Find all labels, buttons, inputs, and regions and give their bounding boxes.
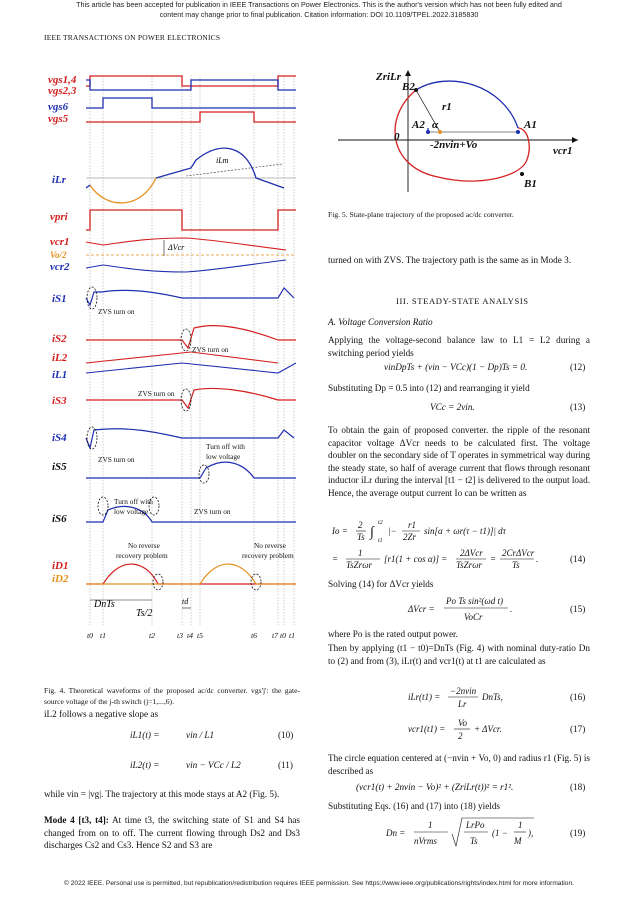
- mode4-body: At time t3, the switching state of S1 and S4 has changed from on to off. The current flowing through Ds2 and Ds3 discharges Cs2 and Cs3. Hence S2 and S3 are: [44, 815, 300, 851]
- svg-text:LrPo: LrPo: [466, 820, 485, 830]
- banner-line-1: This article has been accepted for publication in IEEE Transactions on Power Electronics. This is the author's version which has not been fully edited and: [76, 0, 562, 9]
- svg-text:[r1(1 + cos α)] =: [r1(1 + cos α)] =: [384, 554, 448, 564]
- tick-t0: t0: [87, 631, 94, 640]
- ann-zvs5: ZVS turn on: [194, 507, 231, 516]
- svg-text:ΔVcr =: ΔVcr =: [408, 604, 435, 614]
- vgs23-wave: [86, 80, 296, 90]
- fig5-state-plane: [328, 62, 590, 202]
- right-para-9: Substituting Eqs. (16) and (17) into (18) yields: [328, 801, 500, 811]
- svg-text:2: 2: [458, 731, 463, 741]
- fig5-B1: B1: [524, 178, 537, 190]
- svg-text:r1: r1: [408, 520, 417, 530]
- label-vgs23: vgs2,3: [48, 85, 77, 97]
- label-iLr: iLr: [52, 174, 67, 186]
- tick-t0b: t0: [280, 631, 287, 640]
- svg-text:DnTs,: DnTs,: [482, 692, 503, 702]
- iS1-wave: [86, 288, 294, 305]
- iLr-wave-2: [86, 148, 284, 188]
- eq15-block: [328, 592, 590, 626]
- label-vgs14: vgs1,4: [48, 74, 77, 86]
- eq10-rhs: vin / L1: [186, 730, 215, 740]
- eq13-num: (13): [570, 402, 586, 412]
- svg-text:(1 −: (1 −: [492, 828, 508, 838]
- label-vgs6: vgs6: [48, 101, 69, 113]
- svg-text:Vo: Vo: [458, 718, 467, 728]
- trajectory-red: [395, 90, 529, 181]
- eq16-num: (16): [570, 692, 586, 702]
- tick-t3: t3: [177, 631, 184, 640]
- svg-text:),: ),: [528, 828, 534, 838]
- eq19-num: (19): [570, 828, 586, 838]
- fig4-caption: Fig. 4. Theoretical waveforms of the proposed ac/dc converter. vgs'j': the gate-source voltage of the j-th switch (j=1,...,6).: [44, 686, 300, 706]
- eq18-num: (18): [570, 782, 586, 792]
- fig5-alpha: α: [432, 119, 439, 131]
- label-vgs5: vgs5: [48, 113, 69, 125]
- eq10-lhs: iL1(t) =: [130, 730, 160, 740]
- svg-text:|−: |−: [388, 526, 397, 536]
- ann-td: td: [182, 597, 189, 606]
- eq12-num: (12): [570, 362, 586, 372]
- eq11-rhs: vin − VCc / L2: [186, 760, 241, 770]
- ann-toff1a: Turn off with: [206, 442, 245, 451]
- iLr-wave: [90, 178, 156, 203]
- vcr1-wave: [86, 238, 286, 250]
- right-para-2: Applying the voltage-second balance law to L1 = L2 during a switching period yields: [328, 335, 590, 358]
- ann-toff1b: low voltage: [206, 452, 241, 461]
- label-iS4: iS4: [52, 432, 67, 444]
- right-para-5: Solving (14) for ΔVcr yields: [328, 579, 434, 589]
- svg-text:VoCr: VoCr: [464, 612, 483, 622]
- svg-text:vcr1(t1) =: vcr1(t1) =: [408, 724, 446, 734]
- svg-text:iLr(t1) =: iLr(t1) =: [408, 692, 441, 702]
- eq18: (vcr1(t) + 2nvin − Vo)² + (ZriLr(t))² = r1².: [356, 782, 514, 792]
- fig5-center: -2nvin+Vo: [430, 139, 478, 151]
- svg-text:∫: ∫: [370, 525, 374, 540]
- fig5-caption: Fig. 5. State-plane trajectory of the proposed ac/dc converter.: [328, 210, 514, 219]
- label-iS5: iS5: [52, 461, 67, 473]
- tick-t1: t1: [100, 631, 107, 640]
- label-iS2: iS2: [52, 333, 67, 345]
- tick-t2: t2: [149, 631, 156, 640]
- eq10-num: (10): [278, 730, 294, 740]
- eq17-num: (17): [570, 724, 586, 734]
- label-vcr2: vcr2: [50, 261, 70, 273]
- ann-ilm: iLm: [216, 156, 229, 165]
- svg-text:TsZrωr: TsZrωr: [346, 560, 373, 570]
- fig5-r1: r1: [442, 101, 452, 113]
- svg-text:1: 1: [358, 548, 363, 558]
- eq13: VCc = 2vin.: [430, 402, 475, 412]
- eq14-num: (14): [570, 554, 586, 564]
- svg-text:2Zr: 2Zr: [403, 532, 417, 542]
- fig4-waveforms: [46, 60, 298, 660]
- svg-text:2ΔVcr: 2ΔVcr: [460, 548, 483, 558]
- svg-text:1: 1: [428, 820, 433, 830]
- label-iS3: iS3: [52, 395, 67, 407]
- svg-text:=: =: [490, 554, 497, 564]
- tick-t4: t4: [187, 631, 194, 640]
- svg-text:Dn =: Dn =: [386, 828, 406, 838]
- ann-norr1b: recovery problem: [116, 551, 168, 560]
- ann-delta-vcr: ΔVcr: [168, 243, 185, 252]
- svg-text:t1: t1: [378, 538, 383, 544]
- svg-text:.: .: [510, 604, 513, 614]
- svg-text:Lr: Lr: [458, 699, 467, 709]
- label-vpri: vpri: [50, 211, 68, 223]
- svg-text:Io =: Io =: [332, 526, 348, 536]
- right-para-8: The circle equation centered at (−nvin + Vo, 0) and radius r1 (Fig. 5) is described as: [328, 753, 590, 776]
- copyright-footer: © 2022 IEEE. Personal use is permitted, but republication/redistribution requires IEEE permission. See https://www.ieee.org/publications/rights/index.html for more information.: [64, 880, 574, 887]
- tick-t5: t5: [197, 631, 204, 640]
- ann-norr2a: No reverse: [254, 541, 286, 550]
- ann-zvs1: ZVS turn on: [98, 307, 135, 316]
- iS5-wave: [86, 462, 296, 478]
- eq11-lhs: iL2(t) =: [130, 760, 160, 770]
- tick-t6: t6: [251, 631, 258, 640]
- right-para-6: where Po is the rated output power.: [328, 629, 458, 639]
- label-vcr1: vcr1: [50, 236, 70, 248]
- tick-t7: t7: [272, 631, 279, 640]
- ann-toff2a: Turn off with: [114, 497, 153, 506]
- right-para-1: turned on with ZVS. The trajectory path is the same as in Mode 3.: [328, 255, 571, 265]
- publication-banner: [0, 0, 638, 20]
- left-para-1: iL2 follows a negative slope as: [44, 709, 159, 719]
- ann-zvs4: ZVS turn on: [98, 455, 135, 464]
- label-vo2: Vo/2: [50, 250, 67, 260]
- tick-t1b: t1: [289, 631, 296, 640]
- eq15-num: (15): [570, 604, 586, 614]
- fig5-axis-y: ZriLr: [376, 71, 402, 83]
- svg-text:2: 2: [358, 520, 363, 530]
- svg-text:Ts: Ts: [470, 836, 478, 846]
- ann-dnts: DnTs: [94, 599, 115, 610]
- svg-text:=: =: [332, 554, 339, 564]
- iS2-wave: [86, 326, 296, 348]
- left-mode4: [44, 814, 300, 852]
- section-heading: III. STEADY-STATE ANALYSIS: [396, 296, 529, 306]
- ann-norr2b: recovery problem: [242, 551, 294, 560]
- svg-text:sin[α + ωr(τ − t1)]| dτ: sin[α + ωr(τ − t1)]| dτ: [424, 526, 506, 536]
- eq11-num: (11): [278, 760, 293, 770]
- vcr2-wave: [86, 260, 286, 272]
- svg-text:M: M: [514, 836, 522, 846]
- fig5-A2: A2: [412, 119, 425, 131]
- svg-text:Po Ts sin²(ωd t): Po Ts sin²(ωd t): [446, 596, 503, 606]
- mode4-title: Mode 4: [44, 815, 75, 825]
- right-para-4: To obtain the gain of proposed converter. the ripple of the resonant capacitor voltage ΔVcr needs to be calculated first. The voltage doubler on the secondary side of T operates in symmetrical way during the steady state, so half of average current that flows through resonant inductor iLr during the interval [t1 − t2] is delivered to the output load. Hence, the average output current Io can be written as: [328, 425, 590, 498]
- label-iS6: iS6: [52, 513, 67, 525]
- eq12: vinDpTs + (vin − VCc)(1 − Dp)Ts = 0.: [384, 362, 528, 372]
- fig5-origin: 0: [394, 131, 400, 143]
- label-iL2: iL2: [52, 352, 68, 364]
- svg-text:Ts: Ts: [357, 532, 365, 542]
- ann-toff2b: low voltage: [114, 507, 149, 516]
- ann-ts2: Ts/2: [136, 608, 153, 619]
- svg-text:nVrms: nVrms: [414, 836, 437, 846]
- banner-line-2: content may change prior to final publication. Citation information: DOI 10.1109/TPEL.2022.3185830: [159, 10, 479, 19]
- right-para-7: Then by applying (t1 − t0)=DnTs (Fig. 4) with nominal duty-ratio Dn to (2) and from (3), iLr(t) and vcr1(t) at t1 are calculated as: [328, 643, 590, 666]
- left-para-2: while vin = |vg|. The trajectory at this mode stays at A2 (Fig. 5).: [44, 789, 280, 799]
- svg-text:t2: t2: [378, 520, 383, 526]
- fig5-A1: A1: [524, 119, 537, 131]
- svg-text:.: .: [536, 554, 539, 564]
- subsection-heading: A. Voltage Conversion Ratio: [328, 317, 433, 327]
- running-head: IEEE TRANSACTIONS ON POWER ELECTRONICS: [44, 33, 221, 42]
- eq19-block: [328, 814, 590, 854]
- label-iD2: iD2: [52, 573, 69, 585]
- svg-text:1: 1: [518, 820, 523, 830]
- svg-text:Ts: Ts: [512, 560, 520, 570]
- label-iL1: iL1: [52, 369, 68, 381]
- ann-zvs2: ZVS turn on: [192, 345, 229, 354]
- ann-norr1a: No reverse: [128, 541, 160, 550]
- label-iS1: iS1: [52, 293, 67, 305]
- eq16-17-block: [328, 684, 590, 748]
- svg-text:2CrΔVcr: 2CrΔVcr: [502, 548, 535, 558]
- right-para-3: Substituting Dp = 0.5 into (12) and rearranging it yield: [328, 383, 530, 393]
- iS4-wave: [86, 429, 294, 448]
- svg-text:−2nvin: −2nvin: [450, 686, 477, 696]
- svg-text:TsZrωr: TsZrωr: [456, 560, 483, 570]
- mode4-interval: [t3, t4]:: [78, 815, 109, 825]
- label-iD1: iD1: [52, 560, 69, 572]
- ann-zvs3: ZVS turn on: [138, 389, 175, 398]
- svg-text:+ ΔVcr.: + ΔVcr.: [474, 724, 502, 734]
- eq14-block: [328, 514, 590, 572]
- fig5-B2: B2: [402, 81, 415, 93]
- fig5-axis-x: vcr1: [553, 145, 573, 157]
